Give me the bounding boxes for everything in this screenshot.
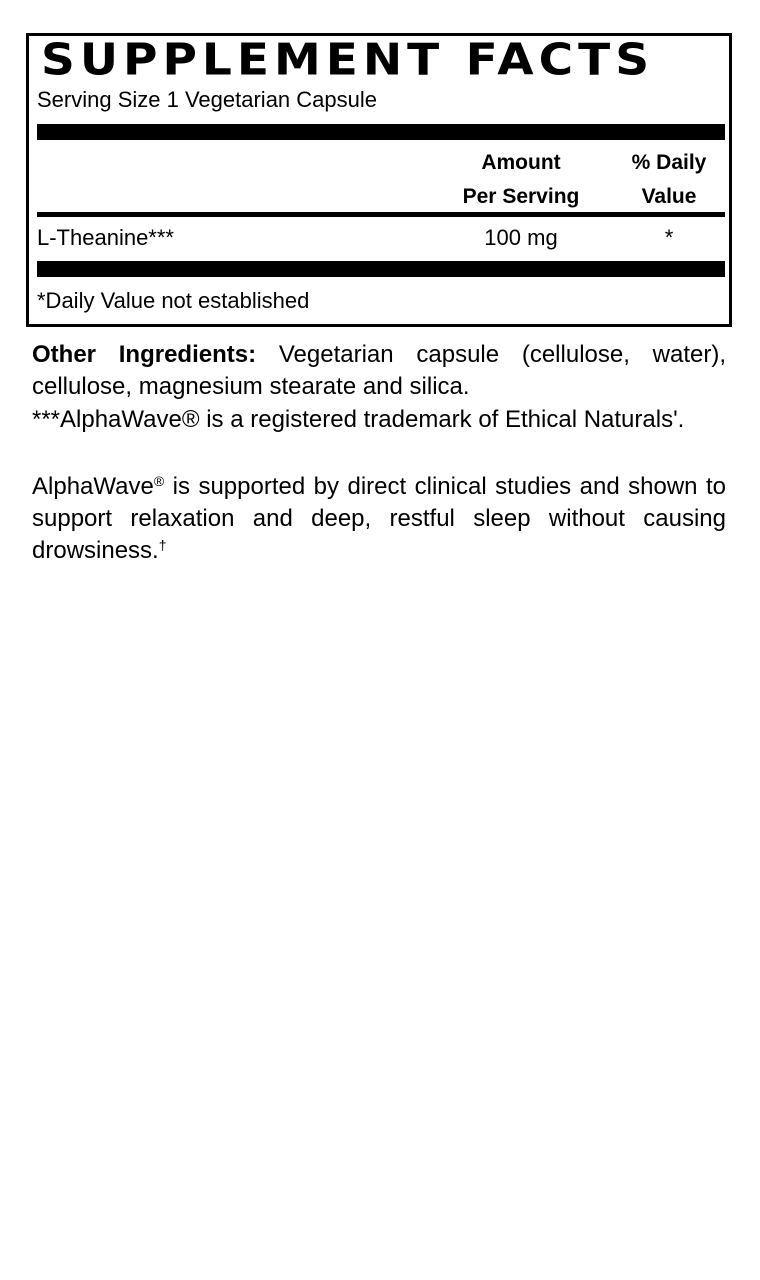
daily-header-line1: % Daily xyxy=(631,151,707,174)
supplement-facts-panel xyxy=(26,33,732,327)
clinical-claim xyxy=(32,471,726,567)
amount-header-line1: Amount xyxy=(481,151,561,174)
thick-divider-bottom xyxy=(37,261,725,277)
amount-column-header xyxy=(441,146,601,214)
other-ingredients xyxy=(32,339,726,403)
claim-brand: AlphaWave xyxy=(32,473,154,500)
ingredient-amount: 100 mg xyxy=(484,225,558,250)
amount-header-line2: Per Serving xyxy=(462,185,580,208)
trademark-note: ***AlphaWave® is a registered trademark of Ethical Naturals'. xyxy=(32,406,685,433)
claim-text: is supported by direct clinical studies and shown to support relaxation and deep, restful sleep without causing drowsiness. xyxy=(32,473,726,564)
ingredient-name: L-Theanine*** xyxy=(37,225,174,250)
thick-divider-top xyxy=(37,124,725,140)
claim-registered-mark: ® xyxy=(153,473,165,489)
panel-title: SUPPLEMENT FACTS xyxy=(41,35,655,86)
daily-header-line2: Value xyxy=(641,185,697,208)
other-ingredients-text: Vegetarian capsule (cellulose, water), cellulose, magnesium stearate and silica. xyxy=(32,341,726,400)
daily-value-column-header xyxy=(609,146,729,214)
claim-dagger: † xyxy=(158,537,167,553)
serving-size: Serving Size 1 Vegetarian Capsule xyxy=(37,87,377,112)
daily-value-footnote: *Daily Value not established xyxy=(37,288,310,313)
thin-divider xyxy=(37,212,725,217)
other-ingredients-label: Other Ingredients: xyxy=(32,341,257,368)
ingredient-daily-value: * xyxy=(664,225,674,250)
